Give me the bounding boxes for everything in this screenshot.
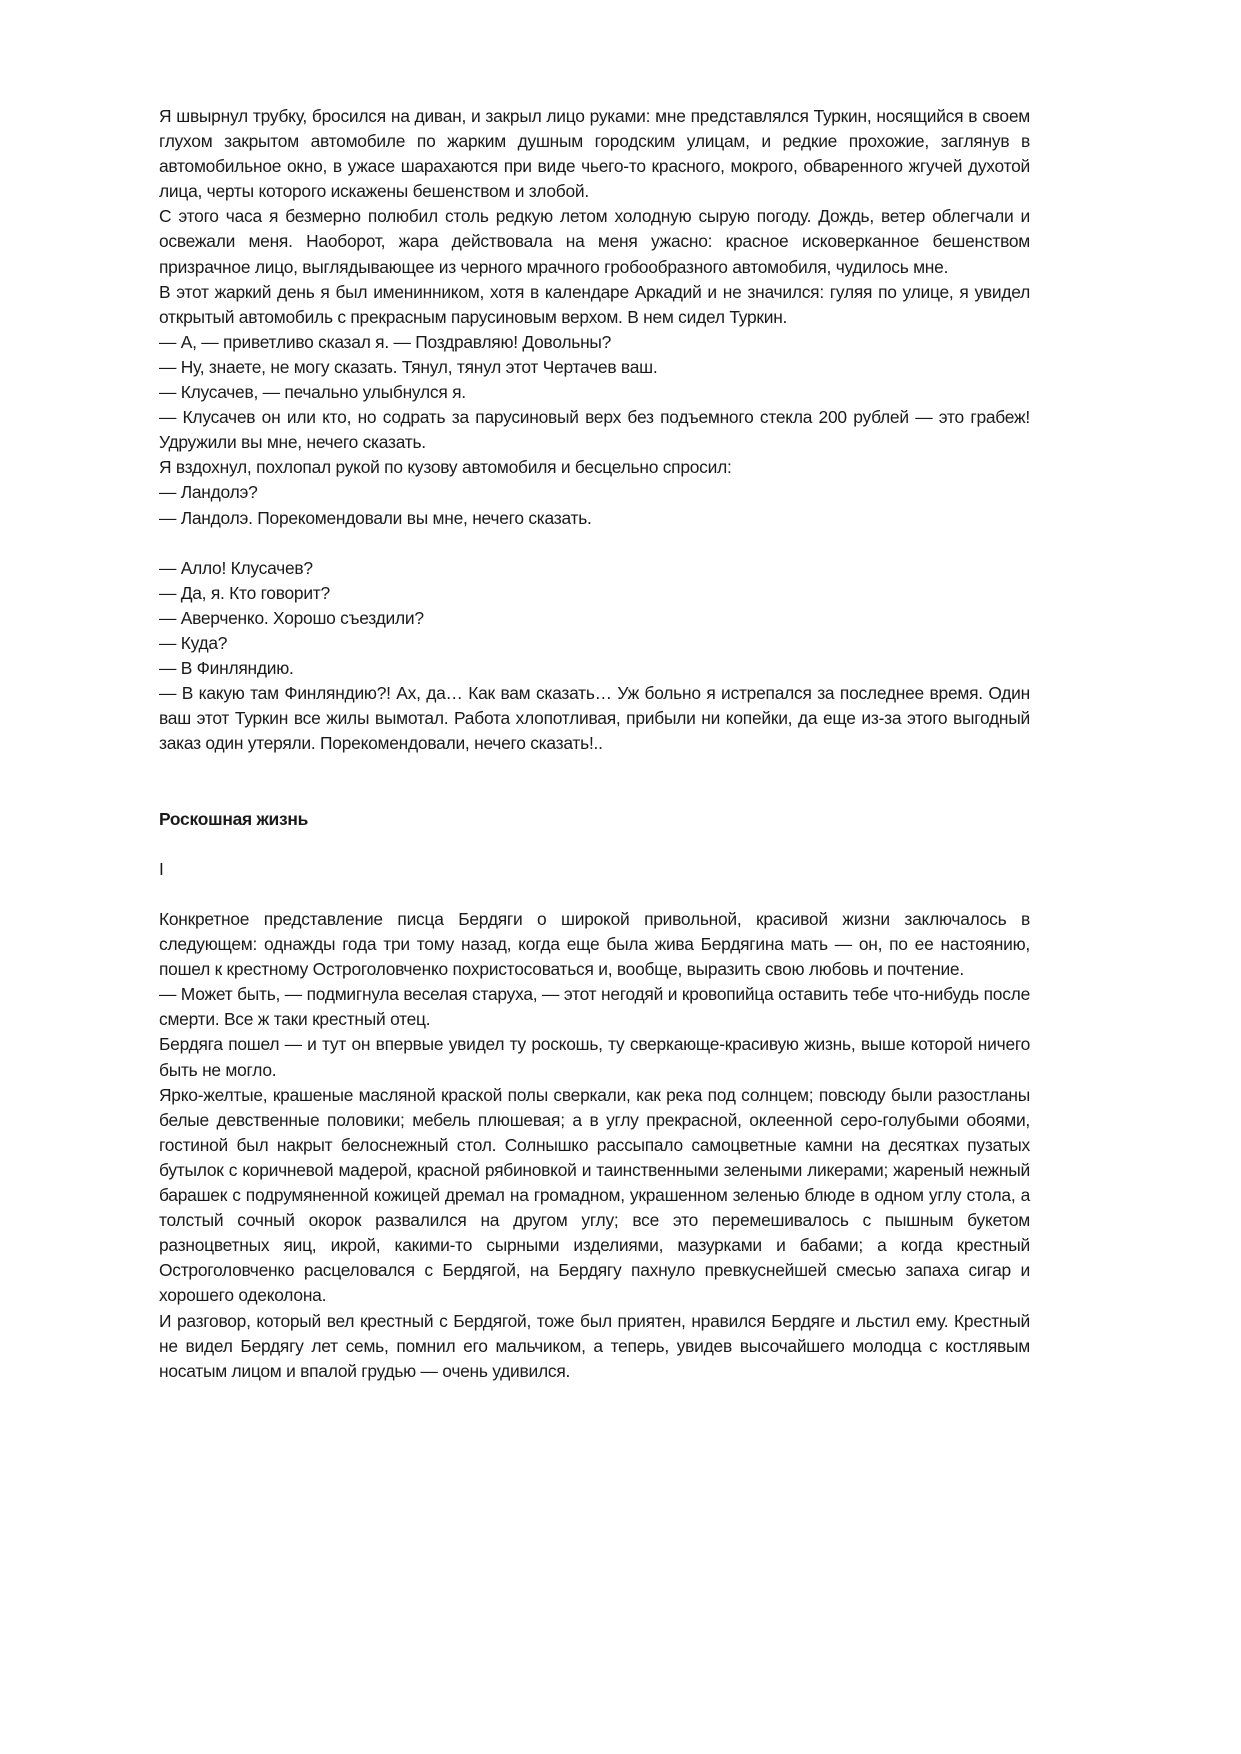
dialogue-line: — Клусачев он или кто, но содрать за парусиновый верх без подъемного стекла 200 рублей — это грабеж! Удружили вы мне, нечего сказать. [159,407,1030,453]
chapter [159,807,1030,1384]
chapter-title: Роскошная жизнь [159,808,309,829]
paragraph: Конкретное представление писца Бердяги о широкой привольной, красивой жизни заключалось в следующем: однажды года три тому назад, когда еще была жива Бердягина мать — он, по ее настоянию, пошел к крестному Остроголовченко похристосоваться и, вообще, выразить свою любовь и почтение. [159,909,1030,980]
chapter-part-number: I [159,858,164,879]
blank-line [159,832,1030,857]
dialogue-line: — В Финляндию. [159,658,294,679]
document-page [159,104,1030,1384]
blank-line [159,882,1030,907]
blank-lines [159,756,1030,806]
dialogue-line: — Да, я. Кто говорит? [159,582,330,603]
paragraph: И разговор, который вел крестный с Бердягой, тоже был приятен, нравился Бердяге и льстил ему. Крестный не видел Бердягу лет семь, помнил его мальчиком, а теперь, увидев высочайшего молодца с костлявым носатым лицом и впалой грудью — очень удивился. [159,1310,1030,1381]
dialogue-line: — Алло! Клусачев? [159,557,313,578]
dialogue-line: — Куда? [159,632,228,653]
dialogue-line: — Ландолэ. Порекомендовали вы мне, нечего сказать. [159,507,592,528]
paragraph: В этот жаркий день я был именинником, хотя в календаре Аркадий и не значился: гуляя по улице, я увидел открытый автомобиль с прекрасным парусиновым верхом. В нем сидел Туркин. [159,281,1030,327]
dialogue-line: — Ну, знаете, не могу сказать. Тянул, тянул этот Чертачев ваш. [159,356,658,377]
paragraph: Я швырнул трубку, бросился на диван, и закрыл лицо руками: мне представлялся Туркин, носящийся в своем глухом закрытом автомобиле по жарким душным городским улицам, и редкие прохожие, заглянув в автомобильное окно, в ужасе шарахаются при виде чьего-то красного, мокрого, обваренного жгучей духотой лица, черты которого искажены бешенством и злобой. [159,106,1030,202]
section-1 [159,104,1030,531]
dialogue-line: — Аверченко. Хорошо съездили? [159,607,424,628]
paragraph: Бердяга пошел — и тут он впервые увидел ту роскошь, ту сверкающе-красивую жизнь, выше которой ничего быть не могло. [159,1034,1030,1080]
paragraph: Я вздохнул, похлопал рукой по кузову автомобиля и бесцельно спросил: [159,457,732,478]
dialogue-line: — Клусачев, — печально улыбнулся я. [159,382,466,403]
dialogue-line: — Ландолэ? [159,482,258,503]
dialogue-line: — Может быть, — подмигнула веселая старуха, — этот негодяй и кровопийца оставить тебе что-нибудь после смерти. Все ж таки крестный отец. [159,984,1030,1030]
dialogue-line: — В какую там Финляндию?! Ах, да… Как вам сказать… Уж больно я истрепался за последнее время. Один ваш этот Туркин все жилы вымотал. Работа хлопотливая, прибыли ни копейки, да еще из-за этого выгодный заказ один утеряли. Порекомендовали, нечего сказать!.. [159,683,1030,754]
blank-line [159,531,1030,556]
paragraph: С этого часа я безмерно полюбил столь редкую летом холодную сырую погоду. Дождь, ветер облегчали и освежали меня. Наоборот, жара действовала на меня ужасно: красное исковерканное бешенством призрачное лицо, выглядывающее из черного мрачного гробообразного автомобиля, чудилось мне. [159,206,1030,277]
paragraph: Ярко-желтые, крашеные масляной краской полы сверкали, как река под солнцем; повсюду были разостланы белые девственные половики; мебель плюшевая; а в углу прекрасной, оклеенной серо-голубыми обоями, гостиной был накрыт белоснежный стол. Солнышко рассыпало самоцветные камни на десятках пузатых бутылок с коричневой мадерой, красной рябиновкой и таинственными зелеными ликерами; жареный нежный барашек с подрумяненной кожицей дремал на громадном, украшенном зеленью блюде в одном углу стола, а толстый сочный окорок развалился на другом углу; все это перемешивалось с пышным букетом разноцветных яиц, икрой, какими-то сырными изделиями, мазурками и бабами; а когда крестный Остроголовченко расцеловался с Бердягой, на Бердягу пахнуло превкуснейшей смесью запаха сигар и хорошего одеколона. [159,1084,1030,1306]
dialogue-line: — А, — приветливо сказал я. — Поздравляю! Довольны? [159,331,612,352]
section-2 [159,556,1030,757]
